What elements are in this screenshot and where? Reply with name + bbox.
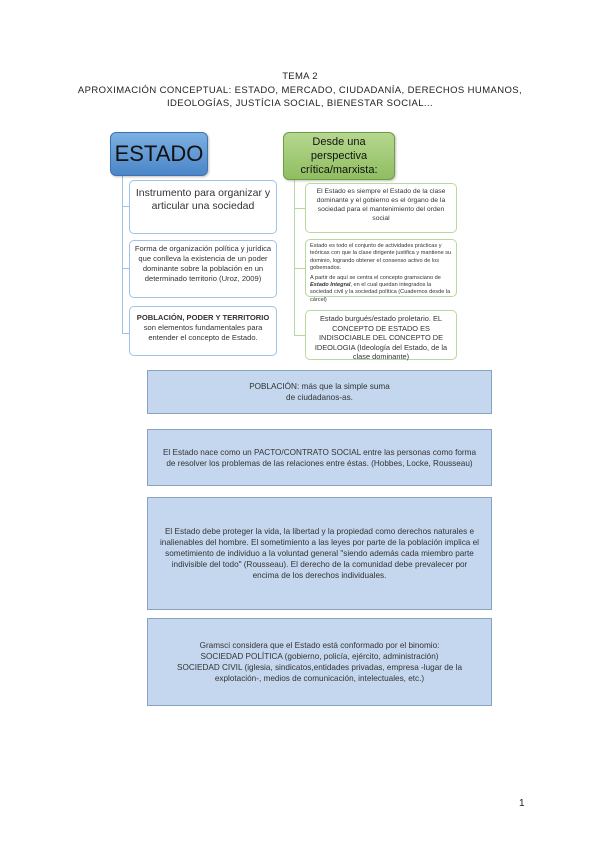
rect-text: El Estado nace como un PACTO/CONTRATO SOCIAL entre las personas como forma de resolver los problemas de las relaciones entre éstas. (Hobbes, Locke, Rousseau) [162, 447, 477, 468]
document-title: TEMA 2 [282, 71, 318, 82]
pacto-social-rect [147, 429, 492, 486]
estado-branch-line [122, 206, 129, 207]
poblacion-rect [147, 370, 492, 414]
estado-branch-line [122, 268, 129, 269]
document-subtitle [60, 84, 540, 110]
marx-header-line: crítica/marxista: [300, 164, 378, 176]
poblacion-bold-text: POBLACIÓN, PODER Y TERRITORIO [136, 313, 270, 322]
subtitle-line: APROXIMACIÓN CONCEPTUAL: ESTADO, MERCADO, CIUDADANÍA, DERECHOS HUMANOS, [77, 85, 523, 96]
rect-line: SOCIEDAD CIVIL (iglesia, sindicatos,entidades privadas, empresa -lugar de la explotación-, medios de comunicación, intelectuales, etc.) [176, 663, 463, 683]
marx-header-line: Desde una [312, 136, 366, 148]
estado-branch-line [122, 333, 129, 334]
marx-connector-line [294, 180, 295, 336]
rect-text: El Estado debe proteger la vida, la libertad y la propiedad como derechos naturales e inalienables del hombre. El sometimiento a las leyes por parte de la población implica el sometimiento de individuo a la voluntad general "siendo además cada miembro parte indivisible del todo" (Rousseau). El derecho de la comunidad debe prevalecer por encima de los derechos individuales. [159, 527, 480, 580]
rect-line: de ciudadanos-as. [286, 393, 353, 402]
estado-integral-box [305, 239, 457, 303]
proteger-derechos-rect [147, 497, 492, 610]
conjunto-p2-start: A partir de aquí se centra el concepto gramsciano de [310, 274, 441, 281]
estado-connector-line [122, 174, 123, 334]
marx-header-line: perspectiva [310, 150, 368, 162]
clase-dominante-box: El Estado es siempre el Estado de la clase dominante y el gobierno es el órgano de la sociedad para el mantenimiento del orden social [305, 183, 457, 233]
marx-branch-line [294, 208, 305, 209]
conjunto-p2-end: , en el cual quedan integrados la sociedad civil y la sociedad política (Cuadernos desde la cárcel) [310, 282, 451, 303]
marx-branch-line [294, 268, 305, 269]
rect-line: POBLACIÓN: más que la simple suma [249, 382, 390, 391]
conjunto-paragraph-2 [310, 275, 452, 305]
poblacion-poder-territorio-box [129, 306, 277, 356]
subtitle-line: IDEOLOGÍAS, JUSTÍCIA SOCIAL, BIENESTAR SOCIAL... [166, 98, 434, 109]
marx-branch-line [294, 335, 305, 336]
estado-burgues-box: Estado burgués/estado proletario. EL CONCEPTO DE ESTADO ES INDISOCIABLE DEL CONCEPTO DE IDEOLOGIA (Ideología del Estado, de la clase dominante) [305, 310, 457, 360]
instrumento-box: Instrumento para organizar y articular una sociedad [129, 180, 277, 234]
forma-organizacion-box: Forma de organización política y jurídica que conlleva la existencia de un poder dominante sobre la población en un determinado territorio (Uroz, 2009) [129, 240, 277, 298]
rect-line: Gramsci considera que el Estado está conformado por el binomio: [199, 641, 440, 650]
estado-integral-term: Estado Integral [310, 282, 351, 289]
estado-header: ESTADO [110, 132, 208, 176]
page-number: 1 [519, 798, 525, 809]
conjunto-paragraph: Estado es todo el conjunto de actividades prácticas y teóricas con que la clase dirigente justifica y mantiene su dominio, logrando obtener el consenso activo de los gobernados. [310, 243, 452, 272]
marxist-perspective-header [283, 132, 395, 180]
rect-line: SOCIEDAD POLÍTICA (gobierno, policía, ejército, administración) [200, 652, 439, 661]
gramsci-binomio-rect [147, 618, 492, 706]
poblacion-rest-text: son elementos fundamentales para entender el concepto de Estado. [143, 323, 263, 342]
